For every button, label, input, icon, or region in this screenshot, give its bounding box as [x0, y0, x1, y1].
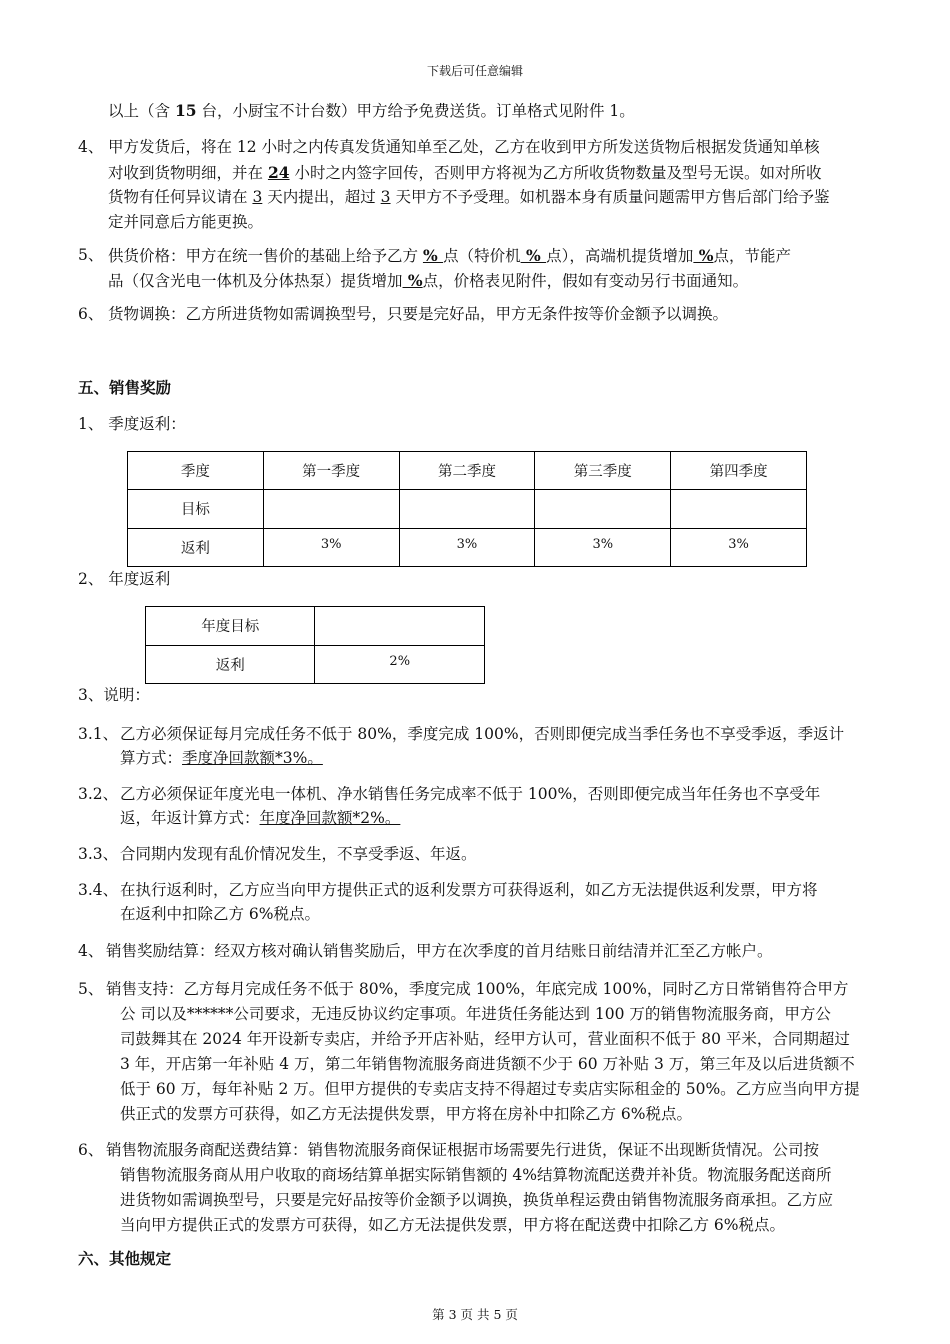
item6-text: 货物调换：乙方所进货物如需调换型号，只要是完好品，甲方无条件按等价金额予以调换。 — [108, 305, 729, 323]
note34-number: 3.4、 — [78, 881, 119, 899]
quarterly-header-cell: 第二季度 — [399, 452, 535, 490]
settlement-number: 4、 — [78, 942, 104, 960]
note31-line2: 算方式：季度净回款额*3%。 — [120, 749, 323, 767]
quarterly-label: 1、 季度返利： — [78, 415, 186, 433]
quarterly-header-cell: 第三季度 — [535, 452, 671, 490]
settlement-text: 销售奖励结算：经双方核对确认销售奖励后，甲方在次季度的首月结账日前结清并汇至乙方帐户。 — [106, 942, 773, 960]
annual-rebate-cell: 2% — [315, 646, 485, 684]
item4-line4: 定并同意后方能更换。 — [108, 213, 264, 231]
note32-line2: 返，年返计算方式：年度净回款额*2%。 — [120, 809, 401, 827]
logistics-line: 销售物流服务商从用户收取的商场结算单据实际销售额的 4%结算物流配送费并补货。物流服务配送商所 — [120, 1166, 832, 1184]
support-line: 供正式的发票方可获得，如乙方无法提供发票，甲方将在房补中扣除乙方 6%税点。 — [120, 1105, 693, 1123]
quarterly-target-label: 目标 — [128, 490, 264, 529]
logistics-line: 当向甲方提供正式的发票方可获得，如乙方无法提供发票，甲方将在配送费中扣除乙方 6%税点。 — [120, 1216, 786, 1234]
support-number: 5、 — [78, 980, 104, 998]
annual-target-cell — [315, 607, 485, 646]
item6-number: 6、 — [78, 305, 104, 323]
support-line: 公 司以及******公司要求，无违反协议约定事项。年进货任务能达到 100 万的销售物流服务商，甲方公 — [120, 1005, 831, 1023]
quarterly-rebate-label: 返利 — [128, 529, 264, 567]
quarterly-header-cell: 第一季度 — [263, 452, 399, 490]
quarterly-target-cell — [671, 490, 807, 529]
note-label: 3、说明： — [78, 686, 150, 704]
note31-number: 3.1、 — [78, 725, 119, 743]
quarterly-target-cell — [399, 490, 535, 529]
annual-rebate-label: 返利 — [146, 646, 315, 684]
section5-heading: 五、销售奖励 — [78, 379, 172, 397]
annual-rebate-table — [145, 606, 485, 684]
item5-line1: 供货价格：甲方在统一售价的基础上给予乙方 % 点（特价机 % 点），高端机提货增加 %点，节能产 — [108, 246, 792, 265]
item5-number: 5、 — [78, 246, 104, 264]
annual-label: 2、 年度返利 — [78, 570, 171, 588]
page-footer: 第 3 页 共 5 页 — [432, 1307, 518, 1322]
quarterly-rebate-cell: 3% — [535, 529, 671, 567]
support-line: 3 年，开店第一年补贴 4 万，第二年销售物流服务商进货额不少于 60 万补贴 3 万，第三年及以后进货额不 — [120, 1055, 855, 1073]
quarterly-header-cell: 季度 — [128, 452, 264, 490]
quarterly-rebate-table — [127, 451, 807, 567]
logistics-number: 6、 — [78, 1141, 104, 1159]
quarterly-target-cell — [263, 490, 399, 529]
note33-text: 合同期内发现有乱价情况发生，不享受季返、年返。 — [120, 845, 477, 863]
quarterly-rebate-cell: 3% — [263, 529, 399, 567]
support-line: 低于 60 万，每年补贴 2 万。但甲方提供的专卖店支持不得超过专卖店实际租金的 50%。乙方应当向甲方提 — [120, 1080, 860, 1098]
section6-heading: 六、其他规定 — [78, 1250, 172, 1268]
item5-line2: 品（仅含光电一体机及分体热泵）提货增加 %点，价格表见附件，假如有变动另行书面通知。 — [108, 271, 749, 290]
item4-line3: 货物有任何异议请在 3 天内提出，超过 3 天甲方不予受理。如机器本身有质量问题需甲方售后部门给予鉴 — [108, 188, 830, 206]
item4-line2: 对收到货物明细，并在 24 小时之内签字回传，否则甲方将视为乙方所收货物数量及型号无误。如对所收 — [108, 163, 822, 182]
note34-line2: 在返利中扣除乙方 6%税点。 — [120, 905, 321, 923]
quarterly-header-cell: 第四季度 — [671, 452, 807, 490]
item4-line1: 甲方发货后，将在 12 小时之内传真发货通知单至乙处，乙方在收到甲方所发送货物后根据发货通知单核 — [108, 138, 820, 156]
note34-line1: 在执行返利时，乙方应当向甲方提供正式的返利发票方可获得返利，如乙方无法提供返利发票，甲方将 — [120, 881, 818, 899]
annual-target-label: 年度目标 — [146, 607, 315, 646]
page-header: 下载后可任意编辑 — [426, 64, 523, 78]
logistics-line: 销售物流服务商配送费结算：销售物流服务商保证根据市场需要先行进货，保证不出现断货情况。公司按 — [106, 1141, 820, 1159]
item4-number: 4、 — [78, 138, 104, 156]
quarterly-rebate-cell: 3% — [671, 529, 807, 567]
note33-number: 3.3、 — [78, 845, 119, 863]
continuation-line: 以上（含 15 台，小厨宝不计台数）甲方给予免费送货。订单格式见附件 1。 — [108, 101, 635, 120]
quarterly-rebate-cell: 3% — [399, 529, 535, 567]
note31-line1: 乙方必须保证每月完成任务不低于 80%，季度完成 100%，否则即便完成当季任务也不享受季返，季返计 — [120, 725, 845, 743]
support-line: 销售支持：乙方每月完成任务不低于 80%，季度完成 100%，年底完成 100%，同时乙方日常销售符合甲方 — [106, 980, 849, 998]
support-line: 司鼓舞其在 2024 年开设新专卖店，并给予开店补贴，经甲方认可，营业面积不低于 80 平米，合同期超过 — [120, 1030, 850, 1048]
note32-line1: 乙方必须保证年度光电一体机、净水销售任务完成率不低于 100%，否则即便完成当年任务也不享受年 — [120, 785, 821, 803]
note32-number: 3.2、 — [78, 785, 119, 803]
logistics-line: 进货物如需调换型号，只要是完好品按等价金额予以调换，换货单程运费由销售物流服务商承担。乙方应 — [120, 1191, 834, 1209]
quarterly-target-cell — [535, 490, 671, 529]
